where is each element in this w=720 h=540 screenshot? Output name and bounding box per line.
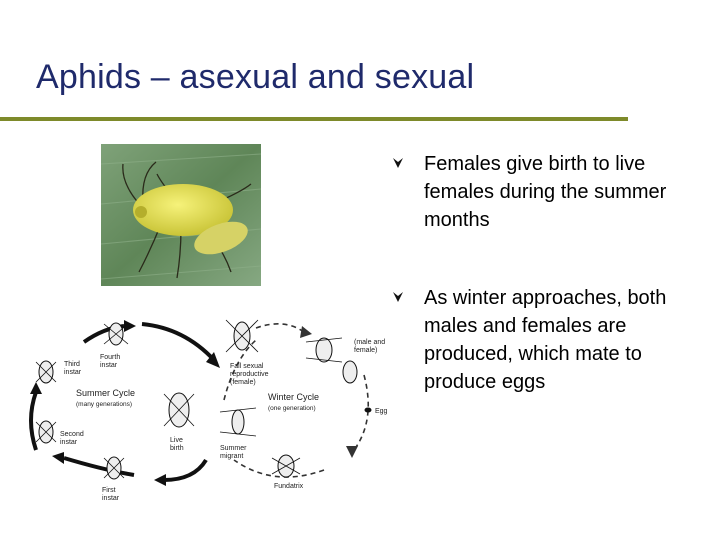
egg-label: Egg	[375, 408, 388, 415]
fourth-instar-label-2: instar	[100, 362, 118, 369]
bullet-text: Females give birth to live females during the summer months	[424, 153, 667, 231]
summer-migrant-label: Summer	[220, 445, 247, 452]
aphid-photo	[101, 144, 261, 286]
second-instar-label-2: instar	[60, 439, 78, 446]
summer-cycle-label: Summer Cycle	[76, 388, 136, 398]
bullet-list	[392, 150, 692, 446]
first-instar-label: First	[102, 487, 116, 494]
fall-sexual-label-2: reproductive	[230, 371, 269, 378]
slide-title: Aphids – asexual and sexual	[36, 58, 475, 96]
bullet-text: As winter approaches, both males and females are produced, which mate to produce eggs	[424, 287, 667, 393]
summer-migrant-label-2: migrant	[220, 453, 244, 460]
male-female-label-2: female)	[354, 347, 378, 354]
fall-sexual-label-3: (female)	[230, 379, 256, 386]
second-instar-label: Second	[60, 431, 84, 438]
first-instar-label-2: instar	[102, 495, 120, 502]
live-birth-label: Live	[170, 437, 183, 444]
summer-cycle-sublabel: (many generations)	[76, 401, 132, 408]
third-instar-label-2: instar	[64, 369, 82, 376]
fundatrix-label: Fundatrix	[274, 483, 304, 490]
fall-sexual-label: Fall sexual	[230, 363, 264, 370]
male-female-label: (male and	[354, 339, 386, 346]
winter-cycle-sublabel: (one generation)	[268, 405, 316, 412]
fourth-instar-label: Fourth	[100, 354, 121, 361]
aphid-life-cycle-diagram	[24, 300, 390, 506]
live-birth-label-2: birth	[170, 445, 184, 452]
bullet-item	[392, 284, 692, 396]
diamond-bullet-icon	[392, 150, 424, 174]
title-divider	[0, 117, 628, 121]
third-instar-label: Third	[64, 361, 80, 368]
winter-cycle-label: Winter Cycle	[268, 392, 320, 402]
bullet-item	[392, 150, 692, 234]
diamond-bullet-icon	[392, 284, 424, 308]
